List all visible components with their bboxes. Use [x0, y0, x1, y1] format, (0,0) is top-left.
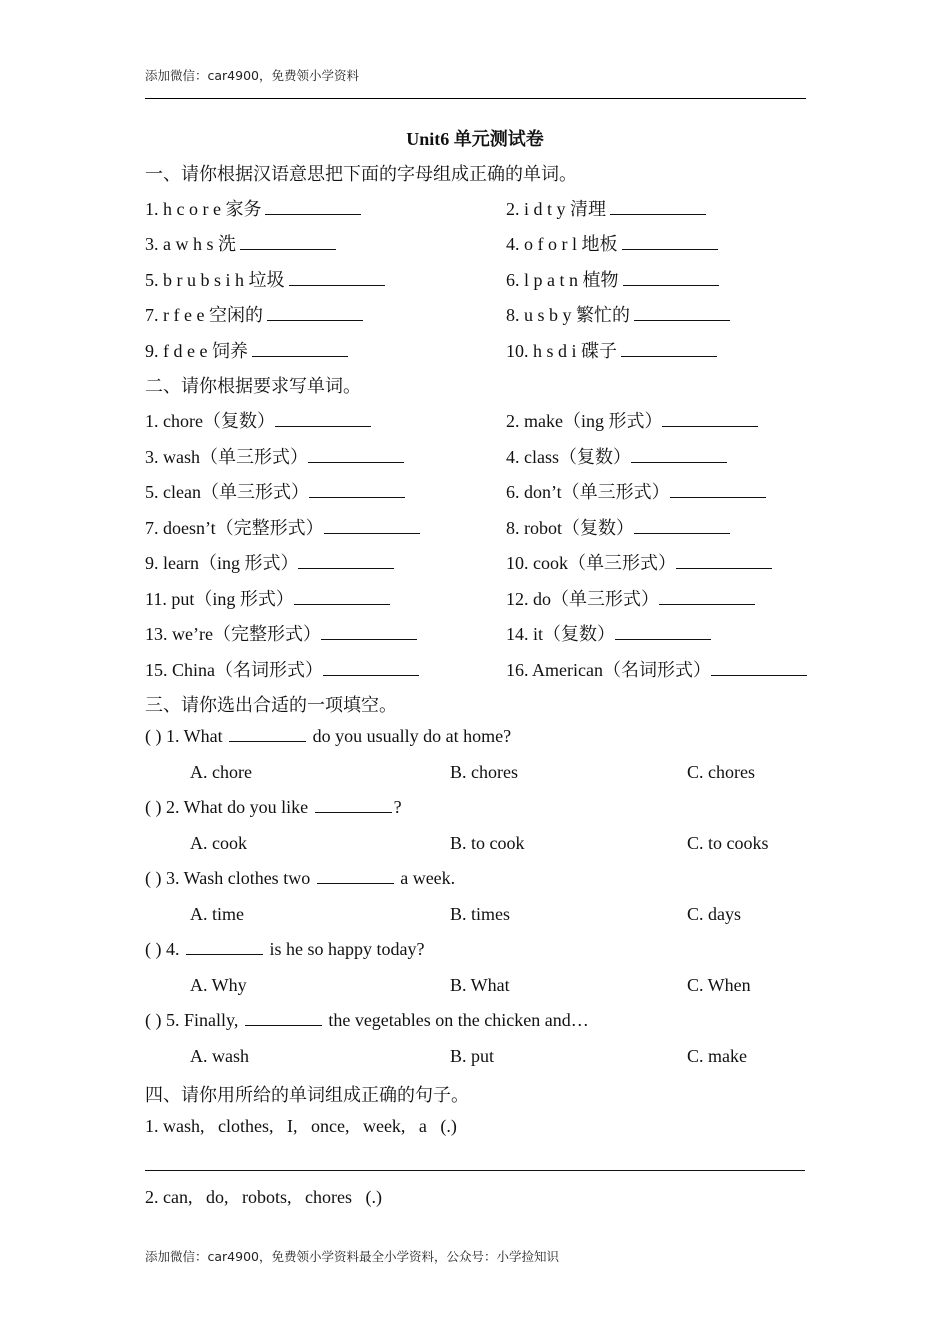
section2-item [506, 407, 758, 433]
section2-item [506, 478, 766, 504]
section2-item [145, 585, 390, 611]
option-b[interactable]: B. What [450, 975, 510, 995]
option-a[interactable]: A. chore [190, 762, 252, 782]
answer-blank[interactable] [670, 483, 766, 498]
answer-blank[interactable] [659, 590, 755, 605]
section2-item [506, 443, 727, 469]
option-b[interactable]: B. to cook [450, 833, 525, 853]
item-text: 10. cook（单三形式） [506, 553, 676, 573]
question [145, 1010, 589, 1031]
answer-blank[interactable] [622, 235, 718, 250]
item-text: 14. it（复数） [506, 624, 616, 644]
option-c[interactable]: C. When [687, 975, 751, 995]
item-text: 4. o f o r l 地板 [506, 234, 618, 254]
item-text: 6. don’t（单三形式） [506, 482, 670, 502]
item-text: 3. a w h s 洗 [145, 234, 236, 254]
answer-blank[interactable] [289, 271, 385, 286]
section1-item [506, 230, 718, 256]
answer-blank[interactable] [634, 306, 730, 321]
section4-heading: 四、请你用所给的单词组成正确的句子。 [145, 1085, 469, 1105]
section1-item [506, 266, 719, 292]
option-b[interactable]: B. put [450, 1046, 495, 1066]
section2-item [145, 656, 419, 682]
question [145, 868, 455, 889]
page-title: Unit6 单元测试卷 [406, 129, 544, 149]
option-a[interactable]: A. wash [190, 1046, 249, 1066]
section2-item [506, 549, 772, 575]
option-c[interactable]: C. to cooks [687, 833, 769, 853]
item-text: 1. h c o r e 家务 [145, 199, 262, 219]
item-text: 7. r f e e 空闲的 [145, 305, 263, 325]
answer-blank[interactable] [186, 940, 263, 955]
item-text: 15. China（名词形式） [145, 660, 323, 680]
question-pre: ( ) 4. [145, 939, 180, 959]
answer-blank[interactable] [634, 519, 730, 534]
section2-item [145, 478, 405, 504]
item-text: 7. doesn’t（完整形式） [145, 518, 324, 538]
item-text: 5. clean（单三形式） [145, 482, 309, 502]
option-c[interactable]: C. make [687, 1046, 747, 1066]
section1-item [145, 337, 348, 363]
item-text: 11. put（ing 形式） [145, 589, 294, 609]
item-text: 10. h s d i 碟子 [506, 341, 618, 361]
answer-blank[interactable] [245, 1011, 322, 1026]
header-note: 添加微信：car4900，免费领小学资料 [145, 68, 359, 83]
question-post: the vegetables on the chicken and… [328, 1010, 589, 1030]
answer-blank[interactable] [309, 483, 405, 498]
question-post: is he so happy today? [269, 939, 425, 959]
answer-blank[interactable] [317, 869, 394, 884]
item-text: 16. American（名词形式） [506, 660, 711, 680]
question-pre: ( ) 5. Finally, [145, 1010, 239, 1030]
question [145, 939, 424, 960]
answer-blank[interactable] [321, 625, 417, 640]
answer-blank[interactable] [240, 235, 336, 250]
section2-heading: 二、请你根据要求写单词。 [145, 376, 361, 396]
item-text: 2. make（ing 形式） [506, 411, 663, 431]
option-a[interactable]: A. time [190, 904, 244, 924]
item-text: 1. chore（复数） [145, 411, 275, 431]
question-pre: ( ) 2. What do you like [145, 797, 309, 817]
item-text: 2. i d t y 清理 [506, 199, 607, 219]
section1-item [506, 195, 706, 221]
section1-item [145, 266, 385, 292]
answer-blank[interactable] [308, 448, 404, 463]
item-text: 3. wash（单三形式） [145, 447, 308, 467]
item-text: 8. u s b y 繁忙的 [506, 305, 631, 325]
answer-blank[interactable] [676, 554, 772, 569]
answer-blank[interactable] [252, 342, 348, 357]
section2-item [506, 585, 755, 611]
answer-blank[interactable] [631, 448, 727, 463]
section1-item [145, 195, 361, 221]
option-c[interactable]: C. days [687, 904, 741, 924]
section2-item [506, 620, 711, 646]
item-text: 12. do（单三形式） [506, 589, 659, 609]
item-text: 4. class（复数） [506, 447, 631, 467]
question-post: do you usually do at home? [312, 726, 512, 746]
answer-blank[interactable] [275, 412, 371, 427]
section1-item [145, 301, 363, 327]
question-pre: ( ) 1. What [145, 726, 223, 746]
section3-heading: 三、请你选出合适的一项填空。 [145, 695, 397, 715]
answer-blank[interactable] [294, 590, 390, 605]
question [145, 726, 511, 747]
section2-item [145, 549, 394, 575]
section1-item [145, 230, 336, 256]
section2-item [145, 620, 417, 646]
section2-item [145, 407, 371, 433]
item-text: 9. f d e e 饲养 [145, 341, 248, 361]
answer-blank[interactable] [711, 661, 807, 676]
item-text: 5. b r u b s i h 垃圾 [145, 270, 285, 290]
question-post: a week. [400, 868, 456, 888]
answer-blank[interactable] [615, 625, 711, 640]
section2-item [506, 656, 807, 682]
answer-blank[interactable] [323, 661, 419, 676]
answer-blank[interactable] [315, 798, 392, 813]
question-pre: ( ) 3. Wash clothes two [145, 868, 311, 888]
item-text: 6. l p a t n 植物 [506, 270, 619, 290]
answer-blank[interactable] [662, 412, 758, 427]
option-b[interactable]: B. times [450, 904, 511, 924]
question [145, 797, 402, 818]
section2-item [145, 514, 420, 540]
section2-item [506, 514, 730, 540]
answer-blank[interactable] [621, 342, 717, 357]
answer-line[interactable] [145, 1170, 805, 1171]
section4-item: 2. can, do, robots, chores (.) [145, 1187, 382, 1207]
answer-blank[interactable] [298, 554, 394, 569]
answer-blank[interactable] [265, 200, 361, 215]
option-b[interactable]: B. chores [450, 762, 518, 782]
item-text: 8. robot（复数） [506, 518, 634, 538]
question-post: ? [393, 797, 402, 817]
answer-blank[interactable] [229, 727, 306, 742]
footer-note: 添加微信：car4900，免费领小学资料最全小学资料，公众号：小学捡知识 [145, 1249, 559, 1264]
answer-blank[interactable] [267, 306, 363, 321]
header-rule [145, 98, 806, 99]
item-text: 13. we’re（完整形式） [145, 624, 321, 644]
section1-item [506, 301, 730, 327]
answer-blank[interactable] [610, 200, 706, 215]
option-a[interactable]: A. Why [190, 975, 247, 995]
answer-blank[interactable] [623, 271, 719, 286]
option-a[interactable]: A. cook [190, 833, 247, 853]
section4-item: 1. wash, clothes, I, once, week, a (.) [145, 1116, 457, 1136]
answer-blank[interactable] [324, 519, 420, 534]
section1-heading: 一、请你根据汉语意思把下面的字母组成正确的单词。 [145, 164, 577, 184]
item-text: 9. learn（ing 形式） [145, 553, 299, 573]
option-c[interactable]: C. chores [687, 762, 755, 782]
section2-item [145, 443, 404, 469]
section1-item [506, 337, 717, 363]
